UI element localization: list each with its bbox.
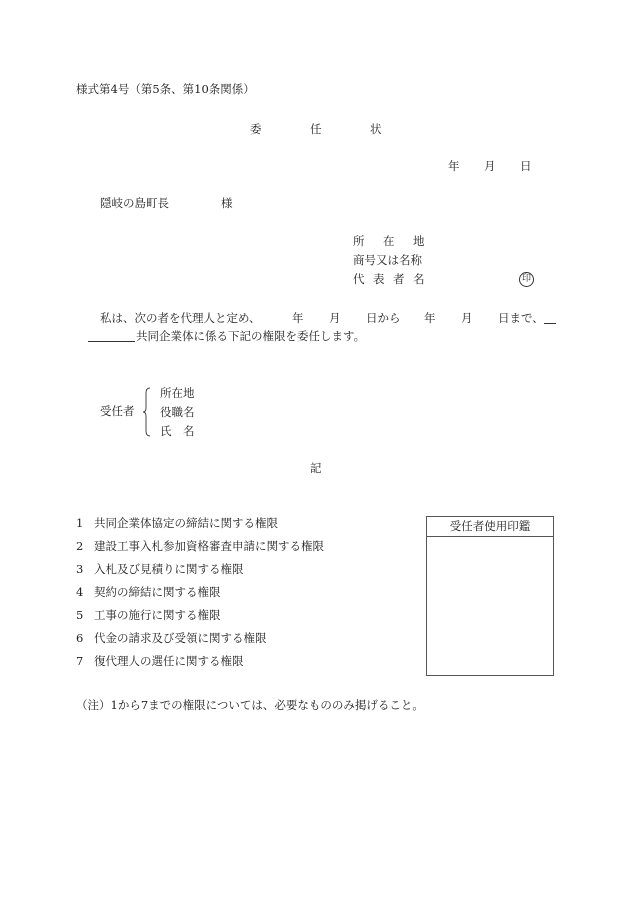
label-char: 名 — [413, 272, 425, 286]
date-month-label: 月 — [484, 159, 496, 173]
item-text: 工事の施行に関する権限 — [94, 608, 221, 622]
body-start-month: 月 — [329, 311, 341, 325]
list-item — [76, 610, 221, 622]
footnote: （注）1から7までの権限については、必要なもののみ掲げること。 — [76, 698, 424, 712]
item-text: 共同企業体協定の締結に関する権限 — [94, 516, 278, 530]
list-item — [76, 564, 244, 576]
body-start-year: 年 — [292, 311, 304, 325]
delegator-company-label: 商号又は名称 — [353, 253, 422, 267]
label-char: 代 — [353, 272, 365, 286]
item-number: 2 — [76, 539, 84, 553]
item-text: 建設工事入札参加資格審査申請に関する権限 — [94, 539, 324, 553]
jv-name-blank-end — [88, 331, 135, 342]
body-end-day: 日まで、 — [498, 311, 544, 325]
item-number: 4 — [76, 585, 84, 599]
seal-box — [426, 516, 554, 676]
form-number: 様式第4号（第5条、第10条関係） — [76, 82, 255, 96]
delegate-label: 受任者 — [100, 404, 135, 418]
date-year-label: 年 — [448, 159, 460, 173]
item-text: 契約の締結に関する権限 — [94, 585, 221, 599]
title-char: 状 — [370, 122, 382, 136]
delegate-field-address: 所在地 — [160, 386, 195, 400]
seal-mark-icon: 印 — [519, 272, 534, 287]
addressee-name: 隠岐の島町長 — [100, 196, 169, 210]
item-number: 1 — [76, 516, 84, 530]
item-text: 復代理人の選任に関する権限 — [94, 654, 244, 668]
body-start-day: 日から — [366, 311, 401, 325]
body-end-year: 年 — [424, 311, 436, 325]
brace-icon — [143, 387, 151, 437]
list-item — [76, 587, 221, 599]
label-char: 表 — [373, 272, 385, 286]
seal-box-header: 受任者使用印鑑 — [427, 517, 553, 537]
label-char: 在 — [383, 234, 395, 248]
item-number: 6 — [76, 631, 84, 645]
label-char: 地 — [413, 234, 425, 248]
list-item — [76, 541, 324, 553]
body-end-month: 月 — [461, 311, 473, 325]
item-text: 入札及び見積りに関する権限 — [94, 562, 244, 576]
ki-heading: 記 — [310, 461, 322, 475]
body-intro: 私は、次の者を代理人と定め、 — [100, 311, 261, 325]
item-number: 3 — [76, 562, 84, 576]
list-item — [76, 656, 244, 668]
date-day-label: 日 — [520, 159, 532, 173]
list-item — [76, 633, 267, 645]
title-char: 委 — [250, 122, 262, 136]
item-number: 5 — [76, 608, 84, 622]
label-char: 者 — [393, 272, 405, 286]
title-char: 任 — [310, 122, 322, 136]
item-text: 代金の請求及び受領に関する権限 — [94, 631, 267, 645]
list-item — [76, 518, 278, 530]
item-number: 7 — [76, 654, 84, 668]
seal-box-area[interactable] — [427, 537, 553, 676]
jv-name-blank-start — [544, 313, 556, 324]
delegate-field-position: 役職名 — [160, 405, 195, 419]
addressee-honorific: 様 — [221, 196, 233, 210]
body-line2: 共同企業体に係る下記の権限を委任します。 — [136, 329, 366, 343]
delegate-field-name: 氏 名 — [160, 424, 195, 438]
label-char: 所 — [353, 234, 365, 248]
